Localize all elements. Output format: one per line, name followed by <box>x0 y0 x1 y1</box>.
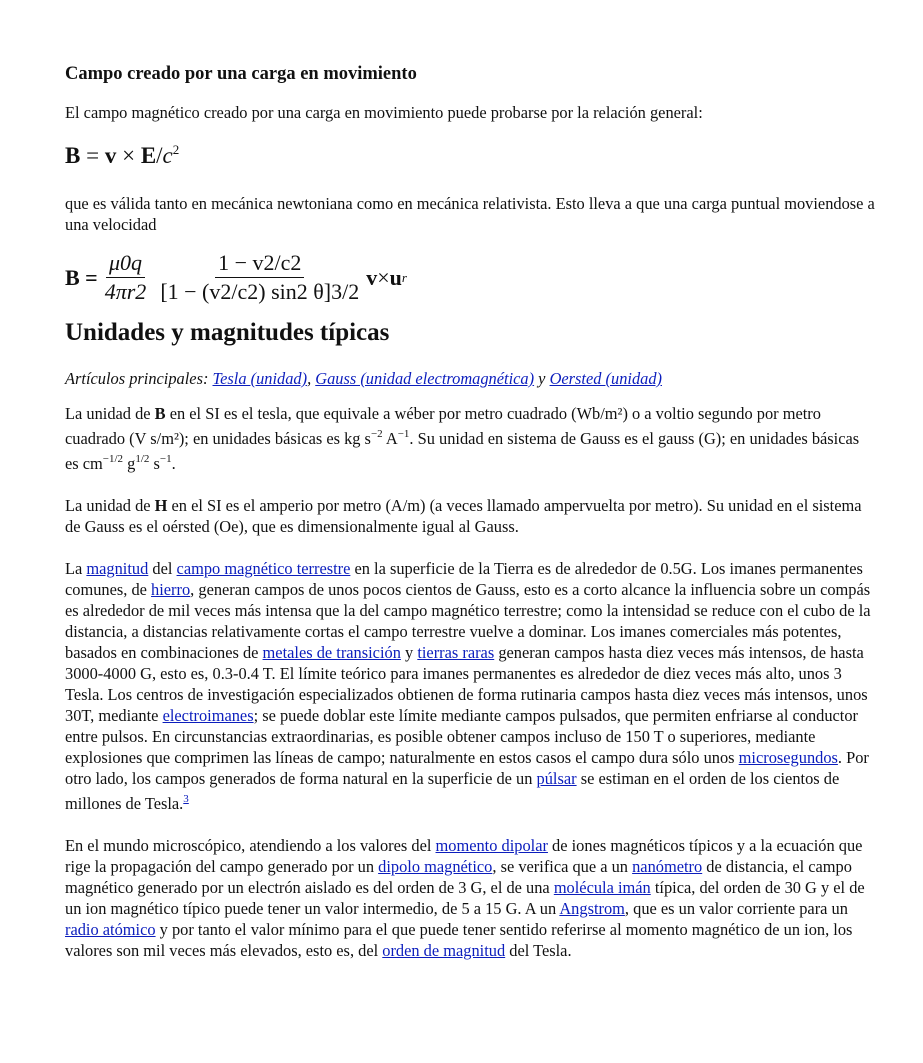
separator: y <box>534 369 550 388</box>
intro-paragraph: El campo magnético creado por una carga en movimiento puede probarse por la relación general: <box>65 103 703 122</box>
paragraph-magnitudes <box>65 558 875 814</box>
separator: , <box>307 369 316 388</box>
text: A <box>382 429 398 448</box>
eq1-B: B <box>65 143 81 168</box>
link-oersted-unidad[interactable]: Oersted (unidad) <box>549 369 662 388</box>
link-molecula-iman[interactable]: molécula imán <box>553 878 651 897</box>
link-nanometro[interactable]: nanómetro <box>632 857 703 876</box>
link-magnitud[interactable]: magnitud <box>86 559 149 578</box>
text: , que es un valor corriente para un <box>624 899 848 918</box>
link-metales-de-transicion[interactable]: metales de transición <box>262 643 401 662</box>
link-radio-atomico[interactable]: radio atómico <box>65 920 156 939</box>
eq2-cross: × <box>377 265 390 290</box>
link-microsegundos[interactable]: microsegundos <box>738 748 838 767</box>
link-momento-dipolar[interactable]: momento dipolar <box>435 836 548 855</box>
link-tierras-raras[interactable]: tierras raras <box>417 643 495 662</box>
text: se estiman en el orden de los cientos de millones de Tesla. <box>65 769 840 813</box>
text: , generan campos de unos pocos cientos de Gauss, esto es a corto alcance la influencia sobre un compás es alrededor de mil veces más intensa que la del campo magnético terrestre; como la intensidad se reduce con el cubo de la distancia, a distancias relativamente cortas el campo terrestre vuelve a dominar. Los imanes comerciales más potentes, basados en combinaciones de <box>65 580 871 662</box>
eq2-frac2-num: 1 − v2/c2 <box>215 251 304 278</box>
text: , se verifica que a un <box>492 857 633 876</box>
text: La <box>65 559 87 578</box>
text: en el SI es el tesla, que equivale a wéber por metro cuadrado (Wb/m²) o a voltio segundo por metro cuadrado (V s/m²); en unidades básicas es kg s <box>65 404 821 448</box>
text: en el SI es el amperio por metro (A/m) (a veces llamado ampervuelta por metro). Su unidad en el sistema de Gauss es el oérsted (Oe), que es dimensionalmente igual al Gauss. <box>65 496 862 536</box>
link-angstrom[interactable]: Angstrom <box>559 899 625 918</box>
text: . Por otro lado, los campos generados de forma natural en la superficie de un <box>65 748 869 788</box>
link-orden-de-magnitud[interactable]: orden de magnitud <box>382 941 506 960</box>
reference-link[interactable]: 3 <box>183 793 189 805</box>
eq2-v: v <box>366 265 378 290</box>
symbol-H: H <box>154 496 168 515</box>
text: típica, del orden de 30 G y el de un ion magnético típico puede tener un valor intermedio, de 5 a 15 G. A un <box>65 878 865 918</box>
text: del <box>148 559 177 578</box>
text: generan campos hasta diez veces más intensos, de hasta 3000-4000 G, esto es, 0.3-0.4 T. El límite teórico para imanes permanentes es alrededor de diez veces más alto, unos 3 Tesla. Los centros de investigación especializados obtienen de forma rutinaria campos hasta diez veces más intensos, unos 30T, mediante <box>65 643 868 725</box>
equation-point-charge <box>65 251 875 304</box>
section-heading-moving-charge: Campo creado por una carga en movimiento <box>65 64 417 84</box>
eq2-u-sub: r <box>401 270 407 285</box>
eq1-exp: 2 <box>172 142 180 157</box>
exponent: 1/2 <box>135 453 150 465</box>
text: s <box>149 454 160 473</box>
eq2-lhs: B = <box>65 265 98 290</box>
eq2-u: u <box>389 265 402 290</box>
eq2-frac2-den: [1 − (v2/c2) sin2 θ]3/2 <box>160 279 360 304</box>
link-campo-magnetico-terrestre[interactable]: campo magnético terrestre <box>176 559 351 578</box>
eq1-slash: / <box>156 143 163 168</box>
text: de distancia, el campo magnético generado por un electrón aislado es del orden de 3 G, el de una <box>65 857 852 897</box>
text: en la superficie de la Tierra es de alrededor de 0.5G. Los imanes permanentes comunes, de <box>65 559 863 599</box>
main-articles-label: Artículos principales: <box>65 369 213 388</box>
paragraph-unit-H <box>65 495 875 537</box>
link-electroimanes[interactable]: electroimanes <box>162 706 254 725</box>
text: de iones magnéticos típicos y a la ecuación que rige la propagación del campo generado por un <box>65 836 863 876</box>
exponent: −1 <box>397 428 410 440</box>
eq1-equals: = <box>80 143 105 168</box>
exponent: −2 <box>370 428 383 440</box>
exponent: −1/2 <box>102 453 124 465</box>
eq2-frac1-den: 4πr2 <box>104 279 147 304</box>
article-body <box>65 62 875 961</box>
eq1-cross: × <box>116 143 141 168</box>
text: del Tesla. <box>505 941 572 960</box>
eq1-v: v <box>104 143 117 168</box>
link-gauss-unidad[interactable]: Gauss (unidad electromagnética) <box>315 369 535 388</box>
exponent: −1 <box>159 453 172 465</box>
link-dipolo-magnetico[interactable]: dipolo magnético <box>378 857 493 876</box>
text: y <box>400 643 418 662</box>
main-articles-line <box>65 368 875 389</box>
link-pulsar[interactable]: púlsar <box>536 769 577 788</box>
section-heading-units: Unidades y magnitudes típicas <box>65 319 390 346</box>
paragraph-microscopic <box>65 835 875 961</box>
text: La unidad de <box>65 404 155 423</box>
link-hierro[interactable]: hierro <box>151 580 191 599</box>
eq2-frac1-num: μ0q <box>106 251 145 278</box>
text: En el mundo microscópico, atendiendo a los valores del <box>65 836 436 855</box>
text: . Su unidad en sistema de Gauss es el gauss (G); en unidades básicas es cm <box>65 429 860 473</box>
symbol-B: B <box>154 404 166 423</box>
eq2-fraction-2 <box>157 251 362 304</box>
text: . <box>171 454 176 473</box>
paragraph-unit-B <box>65 403 875 474</box>
eq1-E: E <box>140 143 157 168</box>
link-tesla-unidad[interactable]: Tesla (unidad) <box>212 369 308 388</box>
text: y por tanto el valor mínimo para el que puede tener sentido referirse al momento magnético de un ion, los valores son mil veces más elevados, esto es, del <box>65 920 853 960</box>
text: ; se puede doblar este límite mediante campos pulsados, que permiten enfriarse al conductor entre pulsos. En circunstancias extraordinarias, es posible obtener campos incluso de 150 T o superiores, mediante explosiones que comprimen las líneas de campo; naturalmente en estos casos el campo dura sólo unos <box>65 706 859 767</box>
equation-field-relation <box>65 135 875 171</box>
text: La unidad de <box>65 496 155 515</box>
validity-paragraph: que es válida tanto en mecánica newtoniana como en mecánica relativista. Esto lleva a que una carga puntual moviendose a una velocidad <box>65 194 875 234</box>
eq2-fraction-1 <box>102 251 150 304</box>
text: g <box>123 454 136 473</box>
eq1-c: c <box>162 143 173 168</box>
